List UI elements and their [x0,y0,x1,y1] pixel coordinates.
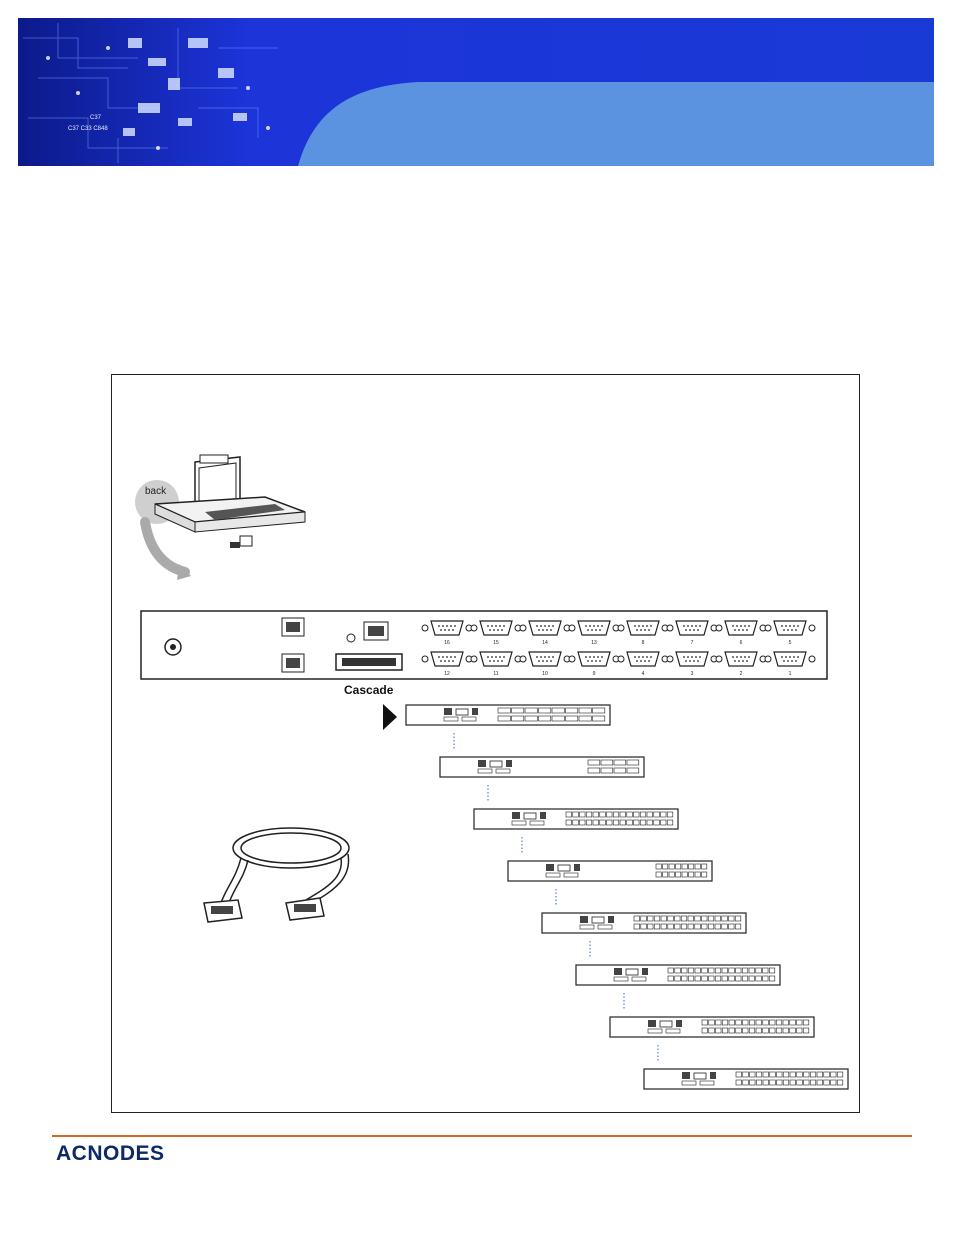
port-number-label: 8 [641,640,645,646]
cascade-kvm-unit [474,809,678,829]
cascade-kvm-unit [440,757,644,777]
cascade-kvm-unit [542,913,746,933]
port-number-label: 15 [493,640,499,646]
cascade-kvm-unit [576,965,780,985]
port-number-label: 10 [542,671,548,677]
port-number-label: 7 [690,640,694,646]
cascade-label: Cascade [344,683,394,697]
port-number-label: 11 [493,671,499,677]
acnodes-logo [56,1140,216,1166]
svg-text:C37: C37 [90,115,102,121]
footer-rule [52,1135,912,1137]
cascade-cable-illustration [196,818,356,928]
connector-left-icon [204,900,242,922]
port-number-label: 9 [592,671,596,677]
port-number-label: 6 [739,640,743,646]
port-number-label: 4 [641,671,645,677]
port-number-label: 3 [690,671,694,677]
back-label: back [145,486,167,497]
port-number-label: 16 [444,640,450,646]
cascade-arrow-icon [383,704,397,730]
port-number-label: 12 [444,671,450,677]
header-banner [18,18,934,166]
port-number-label: 5 [788,640,792,646]
svg-text:C37 C33 C848: C37 C33 C848 [68,126,108,132]
circuit-board-banner-image [18,18,934,166]
cascade-chain-diagram [380,700,850,1090]
kvm-rear-panel [140,610,828,680]
port-number-label: 13 [591,640,597,646]
cascade-kvm-unit [406,705,610,725]
connector-right-icon [286,898,324,920]
port-number-label: 1 [788,671,792,677]
port-number-label: 2 [739,671,743,677]
cascade-kvm-unit [508,861,712,881]
lcd-console-drawer-illustration [135,452,310,582]
cascade-kvm-unit [644,1069,848,1089]
port-number-label: 14 [542,640,548,646]
cascade-kvm-unit [610,1017,814,1037]
logo-text: ACNODES [56,1142,165,1165]
